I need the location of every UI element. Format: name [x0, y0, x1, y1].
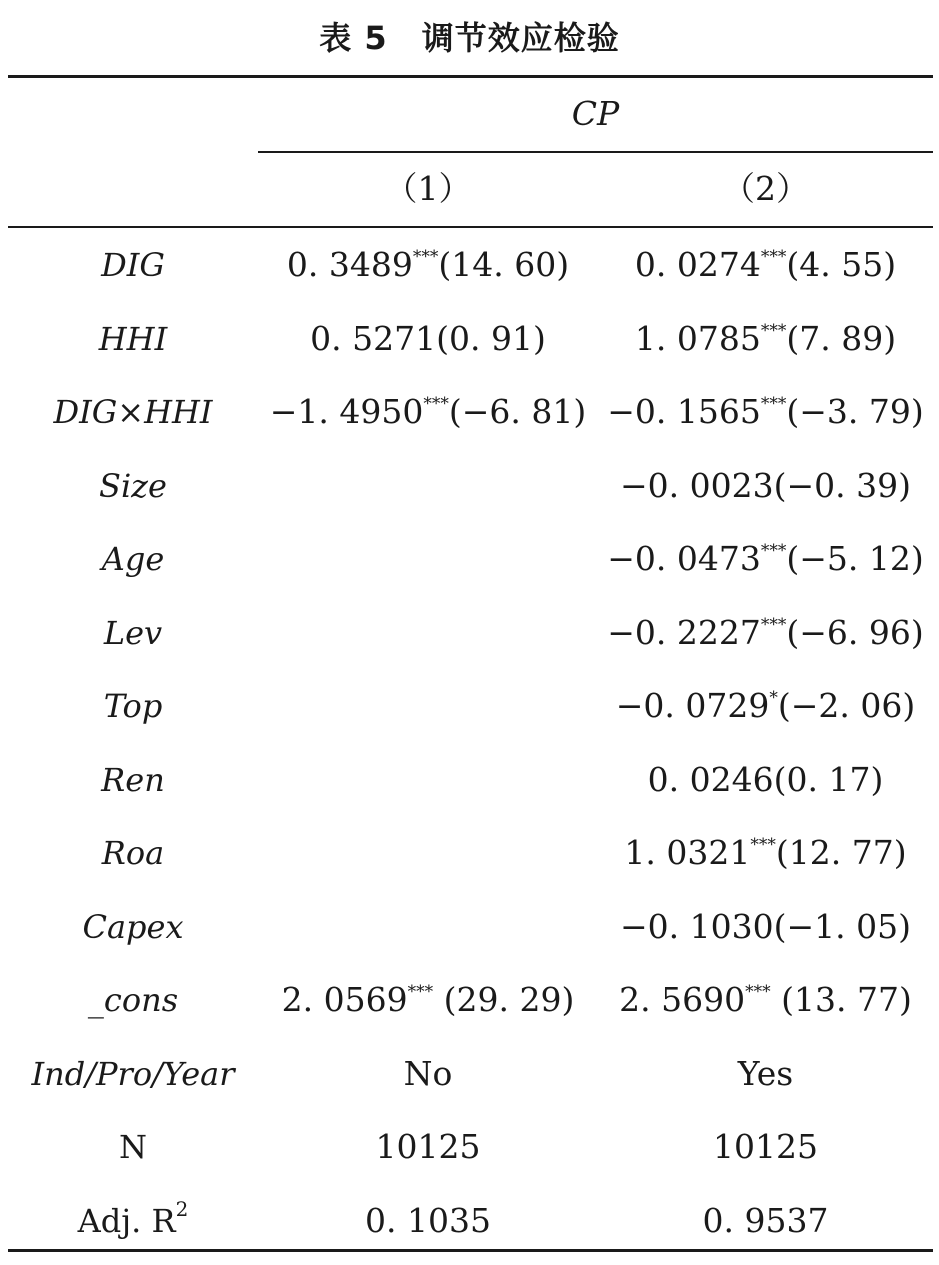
row-label: _cons — [87, 981, 179, 1019]
header-rule — [8, 226, 933, 228]
cell-model-2: 0. 0246(0. 17) — [647, 759, 884, 799]
cell-model-2: 1. 0321***(12. 77) — [624, 833, 907, 872]
table-caption: 调节效应检验 — [421, 19, 620, 57]
table-title — [0, 14, 939, 62]
cell-model-2: 0. 0274***(4. 55) — [634, 245, 897, 284]
dependent-variable-header: CP — [571, 94, 620, 133]
row-label: Ind/Pro/Year — [31, 1054, 235, 1093]
row-label: Ren — [101, 760, 165, 799]
row-label: Size — [99, 466, 167, 505]
cell-model-1: 0. 1035 — [365, 1200, 491, 1240]
row-label: Age — [101, 540, 165, 578]
row-label: Adj. $R^2$ — [77, 1196, 189, 1240]
column-header-1: （1） — [384, 169, 472, 208]
cell-model-2: 10125 — [713, 1127, 818, 1166]
cell-model-1 — [258, 891, 598, 963]
cell-model-2: 0. 9537 — [702, 1200, 829, 1240]
cell-model-2: −0. 2227***(−6. 96) — [607, 612, 924, 652]
row-label: DIG×HHI — [53, 393, 213, 431]
column-header-2: （2） — [722, 169, 809, 208]
cell-model-1 — [258, 744, 598, 816]
row-label: N — [119, 1128, 147, 1166]
cell-model-2: −0. 0023(−0. 39) — [620, 465, 911, 505]
cell-model-2: −0. 1565***(−3. 79) — [607, 392, 924, 431]
cell-model-1 — [258, 597, 598, 669]
cell-model-2: −0. 0473***(−5. 12) — [607, 539, 924, 578]
cell-model-2: −0. 0729*(−2. 06) — [615, 686, 916, 725]
cell-model-1: No — [403, 1053, 453, 1093]
cell-model-1 — [258, 670, 598, 742]
cell-model-1: −1. 4950***(−6. 81) — [269, 392, 587, 431]
row-label: DIG — [101, 246, 165, 284]
cell-model-1: 0. 5271(0. 91) — [310, 318, 546, 358]
row-label: Lev — [103, 613, 163, 652]
cell-model-1: 2. 0569*** (29. 29) — [281, 980, 575, 1019]
row-label: HHI — [98, 319, 168, 358]
cell-model-1 — [258, 523, 598, 595]
cell-model-1 — [258, 817, 598, 889]
row-label: Top — [103, 687, 163, 725]
cell-model-2: 1. 0785***(7. 89) — [634, 318, 897, 358]
cell-model-2: Yes — [737, 1053, 794, 1093]
table-number: 表 5 — [319, 19, 388, 57]
row-label: Roa — [101, 834, 165, 872]
cell-model-2: 2. 5690*** (13. 77) — [619, 980, 912, 1019]
cell-model-1: 10125 — [375, 1127, 481, 1166]
bottom-rule — [8, 1249, 933, 1252]
row-label: Capex — [82, 907, 184, 946]
cell-model-2: −0. 1030(−1. 05) — [620, 906, 911, 946]
cell-model-1 — [258, 450, 598, 522]
cell-model-1: 0. 3489***(14. 60) — [286, 245, 570, 284]
